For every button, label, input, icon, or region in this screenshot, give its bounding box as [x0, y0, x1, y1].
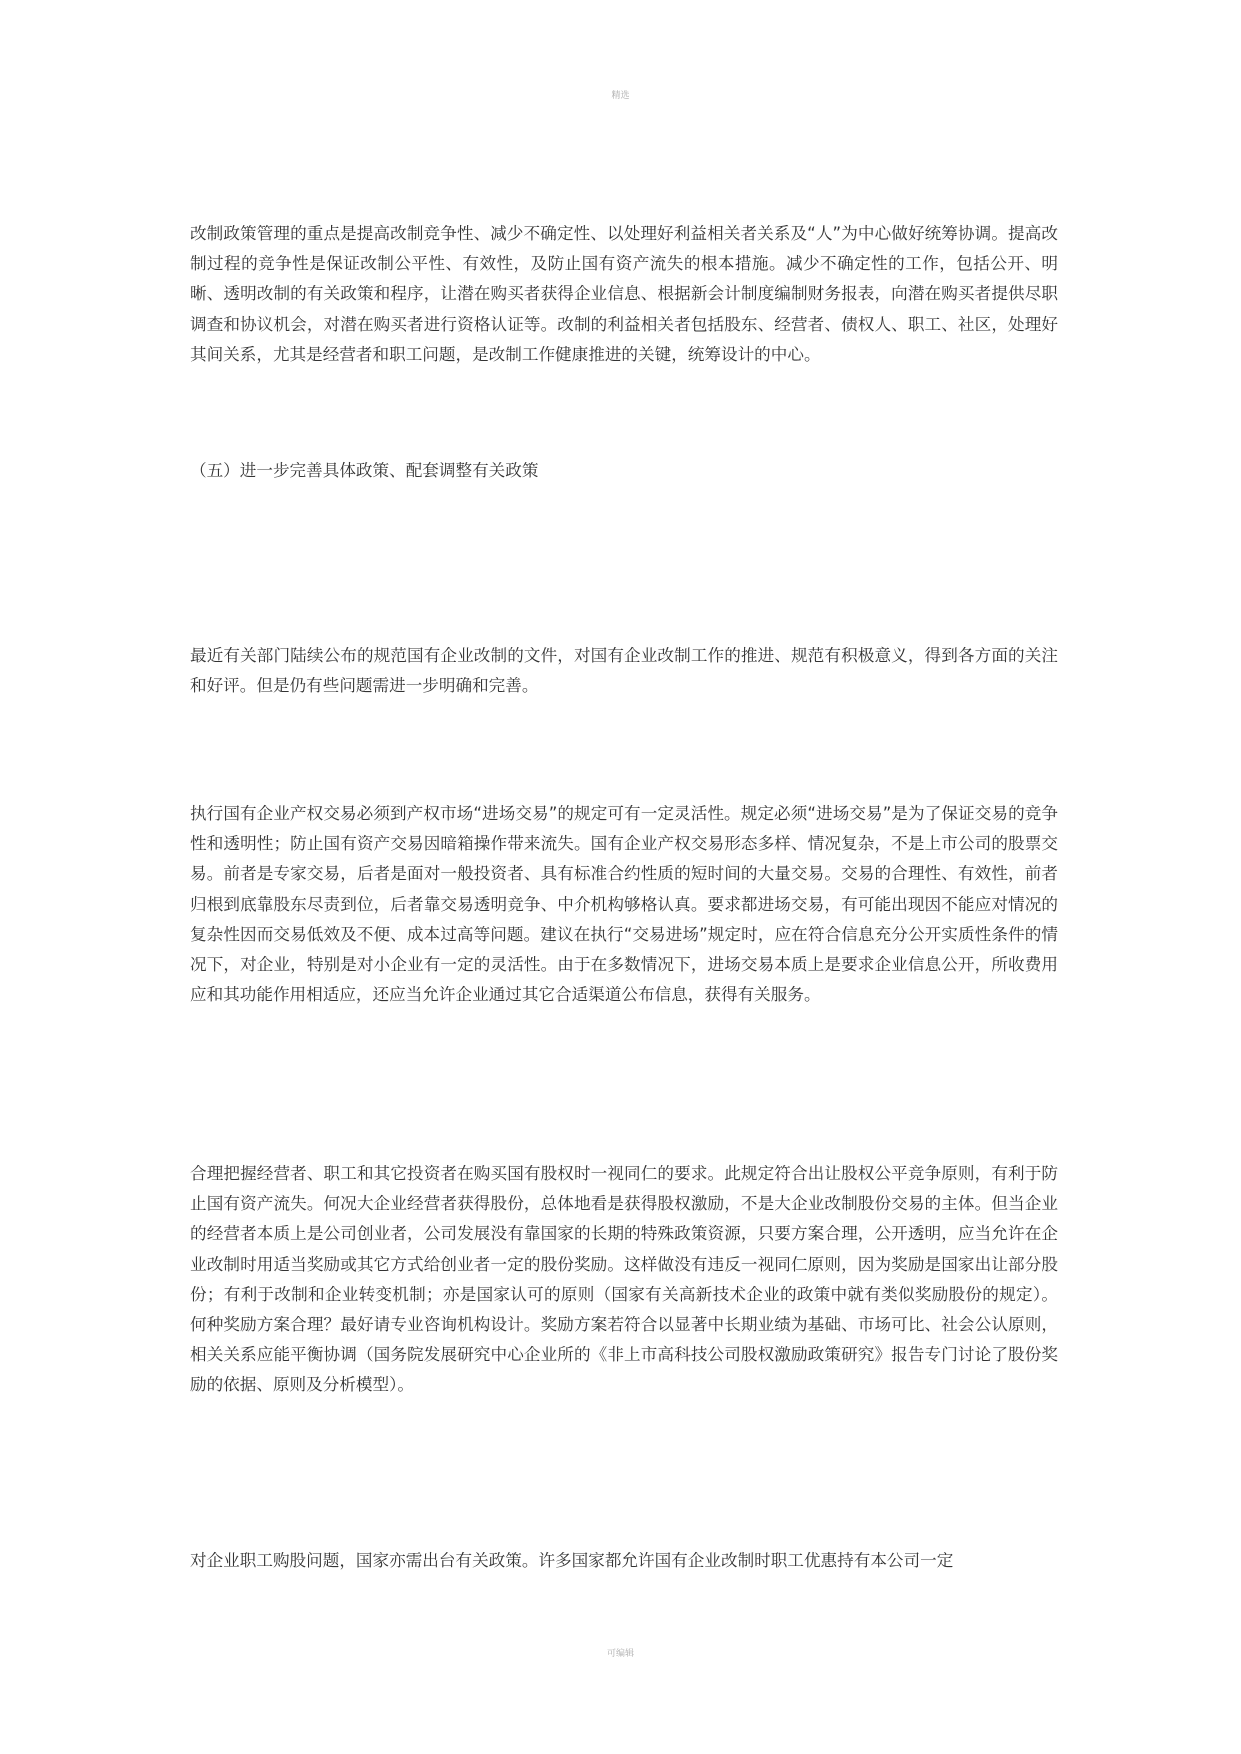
page-header-mark: 精选	[611, 91, 630, 101]
paragraph-policy-management: 改制政策管理的重点是提高改制竞争性、减少不确定性、以处理好利益相关者关系及“人”为中心做好统筹协调。提高改制过程的竞争性是保证改制公平性、有效性，及防止国有资产流失的根本措施。减少不确定性的工作，包括公开、明晰、透明改制的有关政策和程序，让潜在购买者获得企业信息、根据新会计制度编制财务报表，向潜在购买者提供尽职调查和协议机会，对潜在购买者进行资格认证等。改制的利益相关者包括股东、经营者、债权人、职工、社区，处理好其间关系，尤其是经营者和职工问题，是改制工作健康推进的关键，统筹设计的中心。	[190, 224, 1058, 364]
paragraph-employee-shares: 对企业职工购股问题，国家亦需出台有关政策。许多国家都允许国有企业改制时职工优惠持有本公司一定	[190, 1551, 954, 1570]
paragraph-equal-treatment: 合理把握经营者、职工和其它投资者在购买国有股权时一视同仁的要求。此规定符合出让股权公平竞争原则，有利于防止国有资产流失。何况大企业经营者获得股份，总体地看是获得股权激励，不是大企业改制股份交易的主体。但当企业的经营者本质上是公司创业者，公司发展没有靠国家的长期的特殊政策资源，只要方案合理，公开透明，应当允许在企业改制时用适当奖励或其它方式给创业者一定的股份奖励。这样做没有违反一视同仁原则，因为奖励是国家出让部分股份；有利于改制和企业转变机制；亦是国家认可的原则（国家有关高新技术企业的政策中就有类似奖励股份的规定）。何种奖励方案合理？最好请专业咨询机构设计。奖励方案若符合以显著中长期业绩为基础、市场可比、社会公认原则，相关关系应能平衡协调（国务院发展研究中心企业所的《非上市高科技公司股权激励政策研究》报告专门讨论了股份奖励的依据、原则及分析模型）。	[190, 1164, 1058, 1395]
page-footer-mark: 可编辑	[606, 1649, 634, 1659]
section-heading-5: （五）进一步完善具体政策、配套调整有关政策	[190, 461, 539, 480]
paragraph-property-trading: 执行国有企业产权交易必须到产权市场“进场交易”的规定可有一定灵活性。规定必须“进场交易”是为了保证交易的竞争性和透明性；防止国有资产交易因暗箱操作带来流失。国有企业产权交易形态多样、情况复杂，不是上市公司的股票交易。前者是专家交易，后者是面对一般投资者、具有标准合约性质的短时间的大量交易。交易的合理性、有效性，前者归根到底靠股东尽责到位，后者靠交易透明竞争、中介机构够格认真。要求都进场交易，有可能出现因不能应对情况的复杂性因而交易低效及不便、成本过高等问题。建议在执行“交易进场”规定时，应在符合信息充分公开实质性条件的情况下，对企业，特别是对小企业有一定的灵活性。由于在多数情况下，进场交易本质上是要求企业信息公开，所收费用应和其功能作用相适应，还应当允许企业通过其它合适渠道公布信息，获得有关服务。	[190, 804, 1058, 1005]
paragraph-recent-documents: 最近有关部门陆续公布的规范国有企业改制的文件，对国有企业改制工作的推进、规范有积极意义，得到各方面的关注和好评。但是仍有些问题需进一步明确和完善。	[190, 646, 1058, 696]
